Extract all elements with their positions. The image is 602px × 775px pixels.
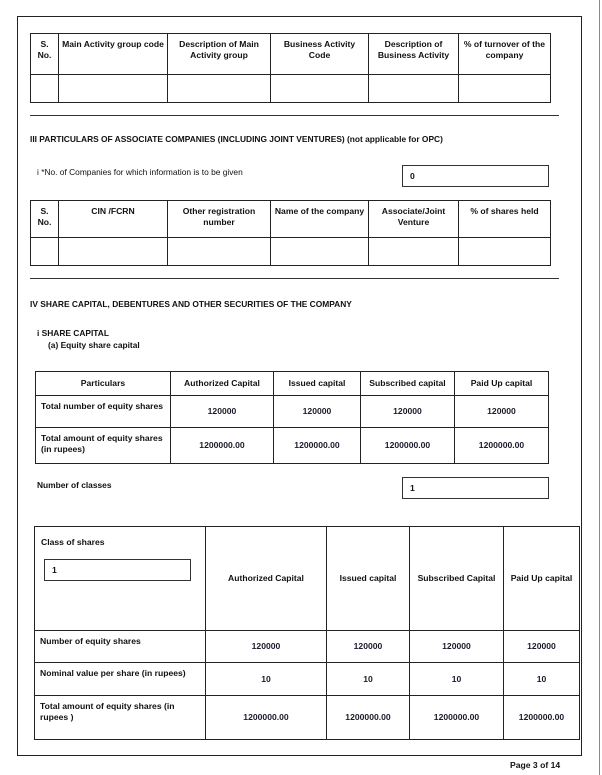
section-divider [30, 278, 559, 279]
header-cell: Business Activity Code [271, 34, 369, 75]
associate-count-input[interactable]: 0 [402, 165, 549, 187]
header-cell: Name of the company [271, 201, 369, 238]
section4-heading: IV SHARE CAPITAL, DEBENTURES AND OTHER SECURITIES OF THE COMPANY [30, 299, 352, 309]
activity-table [30, 33, 551, 103]
cell[interactable] [31, 238, 59, 266]
table-row [31, 75, 551, 103]
table-row [35, 696, 580, 740]
cell[interactable]: 120000 [455, 396, 549, 428]
equity-table [35, 371, 549, 464]
equity-table-header [36, 372, 549, 396]
cell[interactable] [59, 238, 168, 266]
header-cell: Subscribed capital [361, 372, 455, 396]
table-row [36, 396, 549, 428]
cell[interactable]: 10 [410, 663, 504, 696]
cell[interactable]: 10 [206, 663, 327, 696]
cell[interactable]: 1200000.00 [206, 696, 327, 740]
cell[interactable]: 1200000.00 [504, 696, 580, 740]
class-table-header [35, 527, 580, 631]
header-cell: Paid Up capital [504, 527, 580, 631]
cell[interactable] [369, 238, 459, 266]
cell[interactable]: 120000 [504, 631, 580, 663]
header-cell: Authorized Capital [206, 527, 327, 631]
cell[interactable] [168, 75, 271, 103]
cell[interactable] [59, 75, 168, 103]
header-cell: Subscribed Capital [410, 527, 504, 631]
header-cell: Paid Up capital [455, 372, 549, 396]
cell[interactable]: 10 [504, 663, 580, 696]
header-cell: Particulars [36, 372, 171, 396]
cell[interactable]: 120000 [361, 396, 455, 428]
cell[interactable]: 10 [327, 663, 410, 696]
cell[interactable]: 120000 [206, 631, 327, 663]
row-label: Total number of equity shares [36, 396, 171, 428]
table-row [35, 663, 580, 696]
cell[interactable] [31, 75, 59, 103]
cell[interactable] [459, 75, 551, 103]
class-of-shares-input[interactable]: 1 [44, 559, 191, 581]
row-label: Nominal value per share (in rupees) [35, 663, 206, 696]
cell[interactable]: 1200000.00 [171, 428, 274, 464]
header-cell: Description of Business Activity [369, 34, 459, 75]
cell[interactable] [271, 238, 369, 266]
page-number: Page 3 of 14 [510, 760, 561, 770]
cell[interactable]: 120000 [274, 396, 361, 428]
activity-table-header [31, 34, 551, 75]
row-label: Number of equity shares [35, 631, 206, 663]
cell[interactable]: 120000 [410, 631, 504, 663]
header-cell: % of turnover of the company [459, 34, 551, 75]
cell[interactable] [369, 75, 459, 103]
cell[interactable] [168, 238, 271, 266]
cell[interactable]: 1200000.00 [327, 696, 410, 740]
page-edge [599, 0, 600, 775]
header-cell: Description of Main Activity group [168, 34, 271, 75]
table-row [31, 238, 551, 266]
header-cell: S. No. [31, 201, 59, 238]
section-divider [30, 115, 559, 116]
cell[interactable]: 1200000.00 [410, 696, 504, 740]
header-cell: Associate/Joint Venture [369, 201, 459, 238]
number-of-classes-label: Number of classes [37, 480, 112, 490]
associate-table [30, 200, 551, 266]
header-cell: Issued capital [274, 372, 361, 396]
cell[interactable]: 120000 [171, 396, 274, 428]
share-capital-heading: i SHARE CAPITAL [37, 328, 109, 338]
cell[interactable]: 120000 [327, 631, 410, 663]
cell[interactable] [459, 238, 551, 266]
header-cell: % of shares held [459, 201, 551, 238]
header-cell: Other registration number [168, 201, 271, 238]
associate-table-header [31, 201, 551, 238]
table-row [36, 428, 549, 464]
table-row [35, 631, 580, 663]
number-of-classes-input[interactable]: 1 [402, 477, 549, 499]
cell[interactable] [271, 75, 369, 103]
class-of-shares-table [34, 526, 580, 740]
section3-heading: III PARTICULARS OF ASSOCIATE COMPANIES (INCLUDING JOINT VENTURES) (not applicable for OPC) [30, 134, 443, 144]
cell[interactable]: 1200000.00 [455, 428, 549, 464]
class-of-shares-label: Class of shares [41, 537, 105, 547]
cell[interactable]: 1200000.00 [361, 428, 455, 464]
equity-share-capital-heading: (a) Equity share capital [48, 340, 140, 350]
class-of-shares-cell [35, 527, 206, 631]
header-cell: Authorized Capital [171, 372, 274, 396]
header-cell: CIN /FCRN [59, 201, 168, 238]
row-label: Total amount of equity shares (in rupees ) [35, 696, 206, 740]
header-cell: Main Activity group code [59, 34, 168, 75]
associate-count-label: i *No. of Companies for which information is to be given [37, 167, 243, 177]
header-cell: S. No. [31, 34, 59, 75]
cell[interactable]: 1200000.00 [274, 428, 361, 464]
header-cell: Issued capital [327, 527, 410, 631]
row-label: Total amount of equity shares (in rupees) [36, 428, 171, 464]
